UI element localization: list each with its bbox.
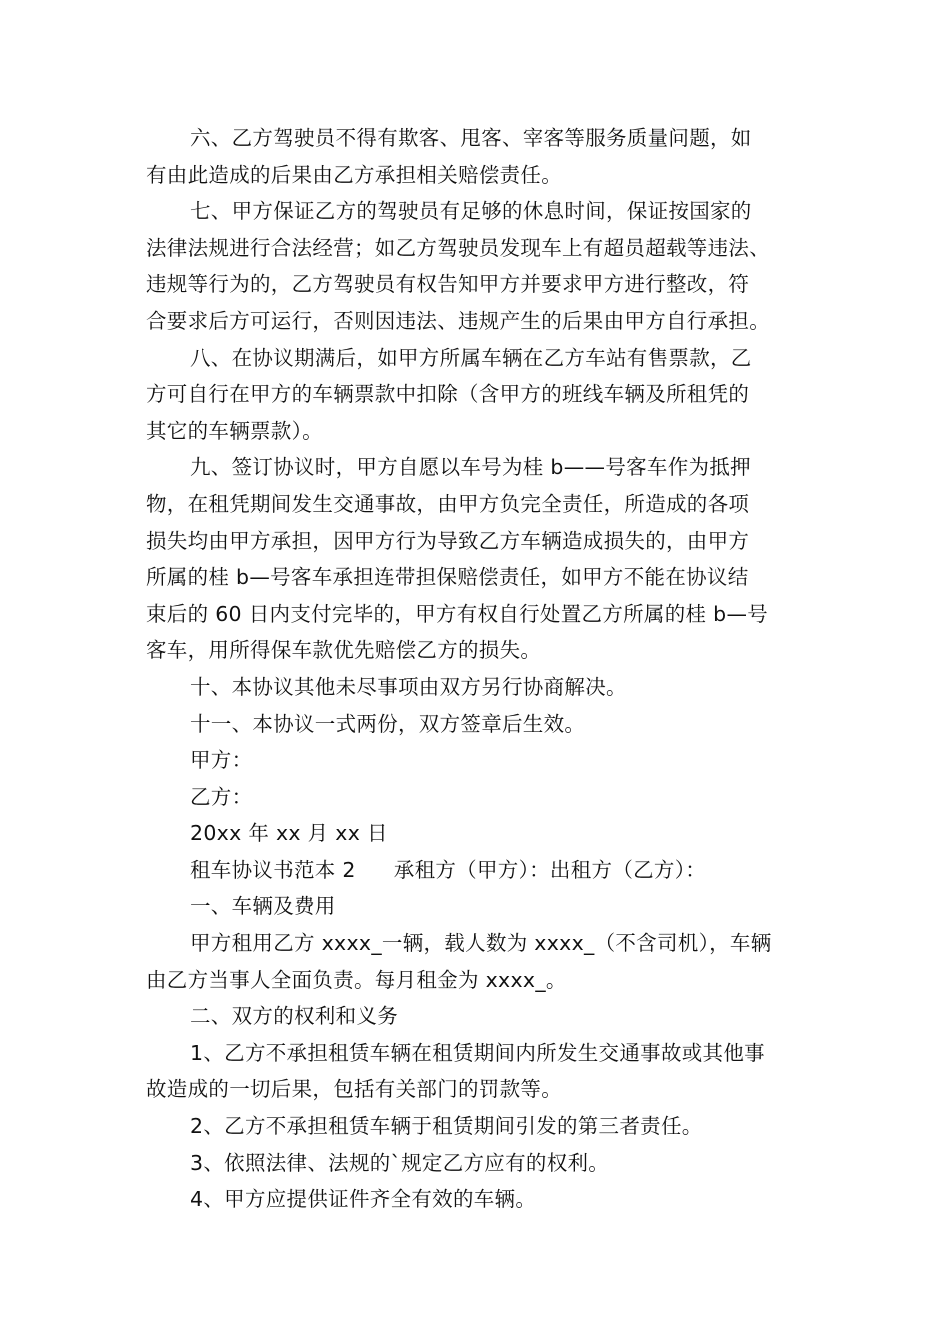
party-b-signature: 乙方： <box>190 784 253 809</box>
template-2-title: 租车协议书范本 2 <box>190 857 356 882</box>
clause-7-line-2: 法律法规进行合法经营；如乙方驾驶员发现车上有超员超载等违法、 <box>146 235 770 260</box>
item-1-line-1: 1、乙方不承担租赁车辆在租赁期间内所发生交通事故或其他事 <box>190 1040 765 1065</box>
clause-11: 十一、本协议一式两份，双方签章后生效。 <box>190 711 586 736</box>
clause-7-line-4: 合要求后方可运行，否则因违法、违规产生的后果由甲方自行承担。 <box>146 308 770 333</box>
clause-8-line-2: 方可自行在甲方的车辆票款中扣除（含甲方的班线车辆及所租凭的 <box>146 382 750 407</box>
section-1-line-1: 甲方租用乙方 xxxx_一辆，载人数为 xxxx_（不含司机），车辆 <box>190 931 772 956</box>
section-1-line-2: 由乙方当事人全面负责。每月租金为 xxxx_。 <box>146 967 567 992</box>
clause-8-line-1: 八、在协议期满后，如甲方所属车辆在乙方车站有售票款，乙 <box>190 345 752 370</box>
clause-6-line-2: 有由此造成的后果由乙方承担相关赔偿责任。 <box>146 162 562 187</box>
section-1-heading: 一、车辆及费用 <box>190 894 336 919</box>
clause-7-line-1: 七、甲方保证乙方的驾驶员有足够的休息时间，保证按国家的 <box>190 199 752 224</box>
section-2-heading: 二、双方的权利和义务 <box>190 1004 398 1029</box>
item-3: 3、依照法律、法规的`规定乙方应有的权利。 <box>190 1150 610 1175</box>
clause-6-line-1: 六、乙方驾驶员不得有欺客、甩客、宰客等服务质量问题，如 <box>190 126 752 150</box>
clause-9-line-6: 客车，用所得保车款优先赔偿乙方的损失。 <box>146 638 542 663</box>
clause-10: 十、本协议其他未尽事项由双方另行协商解决。 <box>190 674 627 699</box>
document-body <box>146 120 810 1218</box>
parties-line: 承租方（甲方）：出租方（乙方）： <box>393 857 707 882</box>
clause-9-line-2: 物，在租凭期间发生交通事故，由甲方负完全责任，所造成的各项 <box>146 491 750 516</box>
clause-7-line-3: 违规等行为的，乙方驾驶员有权告知甲方并要求甲方进行整改，符 <box>146 272 750 297</box>
item-4: 4、甲方应提供证件齐全有效的车辆。 <box>190 1187 537 1212</box>
clause-9-line-1: 九、签订协议时，甲方自愿以车号为桂 b——号客车作为抵押 <box>190 455 751 480</box>
signing-date: 20xx 年 xx 月 xx 日 <box>190 821 388 846</box>
template-2-heading <box>146 852 810 889</box>
party-a-signature: 甲方： <box>190 748 253 773</box>
item-1-line-2: 故造成的一切后果，包括有关部门的罚款等。 <box>146 1077 562 1102</box>
clause-9-line-5: 束后的 60 日内支付完毕的，甲方有权自行处置乙方所属的桂 b—号 <box>146 601 769 626</box>
clause-8-line-3: 其它的车辆票款）。 <box>146 418 323 443</box>
item-2: 2、乙方不承担租赁车辆于租赁期间引发的第三者责任。 <box>190 1114 703 1139</box>
clause-9-line-3: 损失均由甲方承担，因甲方行为导致乙方车辆造成损失的，由甲方 <box>146 528 750 553</box>
clause-9-line-4: 所属的桂 b—号客车承担连带担保赔偿责任，如甲方不能在协议结 <box>146 565 749 590</box>
